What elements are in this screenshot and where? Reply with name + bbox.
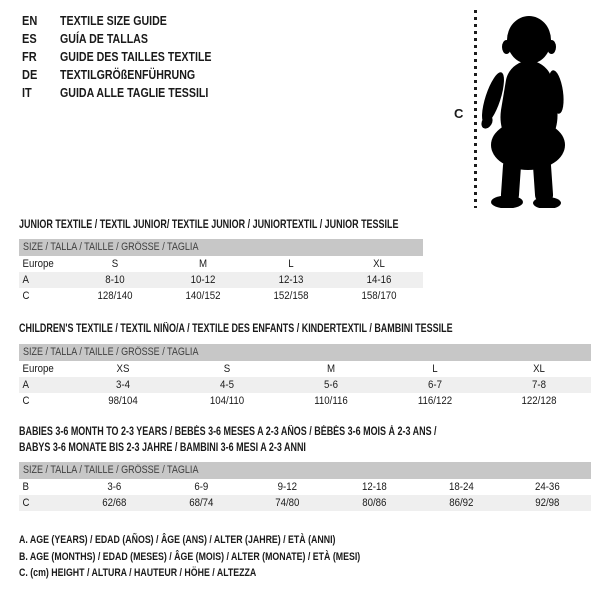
cell-value: XL — [373, 258, 385, 270]
cell-value: 68/74 — [188, 497, 214, 509]
size-header-text: SIZE / TALLA / TAILLE / GRÖSSE / TAGLIA — [23, 346, 199, 358]
table-title-text: BABIES 3-6 MONTH TO 2-3 YEARS / BEBÉS 3-6 MESES A 2-3 AÑOS / BÉBÉS 3-6 MOIS À 2-3 ANS / — [19, 426, 437, 438]
baby-silhouette-icon — [480, 10, 572, 208]
table-row — [19, 377, 591, 393]
row-label: Europe — [22, 258, 54, 270]
table-row — [19, 272, 423, 288]
cell-value: 104/110 — [209, 395, 245, 407]
language-row — [22, 30, 238, 48]
measurement-legend — [19, 532, 446, 582]
legend-line — [19, 565, 446, 582]
legend-line-text: B. AGE (MONTHS) / EDAD (MESES) / ÂGE (MOIS) / ALTER (MONATE) / ETÀ (MESI) — [19, 550, 361, 563]
table-title — [19, 424, 591, 440]
table-row — [19, 495, 591, 511]
cell-value: 98/104 — [108, 395, 138, 407]
table-title-text: JUNIOR TEXTILE / TEXTIL JUNIOR/ TEXTILE JUNIOR / JUNIORTEXTIL / JUNIOR TESSILE — [19, 219, 399, 231]
cell-value: 110/116 — [314, 395, 348, 407]
language-title-list — [22, 12, 238, 102]
language-title: GUÍA DE TALLAS — [60, 32, 148, 46]
table-row — [19, 256, 423, 272]
table-title — [19, 321, 591, 337]
size-table-section — [19, 424, 591, 511]
table-row — [19, 393, 591, 409]
cell-value: S — [223, 363, 231, 375]
height-measure-dotted-line — [474, 10, 477, 208]
table-title-text: BABYS 3-6 MONATE BIS 2-3 JAHRE / BAMBINI 3-6 MESI A 2-3 ANNI — [19, 442, 306, 454]
cell-value: 152/158 — [273, 290, 309, 302]
row-label: Europe — [22, 363, 54, 375]
cell-value: XL — [533, 363, 545, 375]
size-header-bar — [19, 462, 591, 479]
cell-value: L — [288, 258, 294, 270]
cell-value: 10-12 — [190, 274, 216, 286]
cell-value: 6-9 — [193, 481, 208, 493]
language-code: FR — [22, 50, 37, 64]
legend-line-text: A. AGE (YEARS) / EDAD (AÑOS) / ÂGE (ANS) / ALTER (JAHRE) / ETÀ (ANNI) — [19, 534, 336, 546]
row-label: A — [22, 379, 29, 391]
cell-value: 80/86 — [362, 497, 387, 509]
table-title — [19, 217, 505, 233]
cell-value: XS — [116, 363, 130, 375]
cell-value: 116/122 — [417, 395, 453, 407]
cell-value: 18-24 — [448, 481, 474, 493]
cell-value: 158/170 — [361, 290, 397, 302]
row-label: B — [22, 481, 29, 493]
cell-value: 6-7 — [428, 379, 442, 391]
cell-value: 74/80 — [275, 497, 300, 509]
cell-value: 9-12 — [277, 481, 298, 493]
legend-line — [19, 549, 446, 566]
cell-value: M — [198, 258, 208, 270]
language-row — [22, 12, 238, 30]
size-header-bar — [19, 344, 591, 361]
table-row — [19, 288, 423, 304]
language-title: TEXTILE SIZE GUIDE — [60, 14, 167, 28]
row-label: C — [22, 290, 30, 302]
row-label: C — [22, 497, 30, 509]
cell-value: 14-16 — [366, 274, 392, 286]
language-row — [22, 48, 238, 66]
height-measure-label: C — [454, 106, 464, 121]
size-table-section — [19, 217, 505, 304]
language-code: DE — [22, 68, 38, 82]
cell-value: 12-13 — [278, 274, 304, 286]
size-header-text: SIZE / TALLA / TAILLE / GRÖSSE / TAGLIA — [23, 241, 199, 253]
cell-value: 128/140 — [97, 290, 133, 302]
cell-value: 5-6 — [324, 379, 338, 391]
cell-value: L — [432, 363, 438, 375]
language-row — [22, 66, 238, 84]
language-title: TEXTILGRÖßENFÜHRUNG — [60, 68, 196, 82]
language-title: GUIDE DES TAILLES TEXTILE — [60, 50, 212, 64]
language-code: IT — [22, 86, 32, 100]
size-table — [19, 462, 591, 511]
cell-value: 62/68 — [102, 497, 127, 509]
cell-value: 12-18 — [361, 481, 387, 493]
cell-value: 8-10 — [105, 274, 125, 286]
language-row — [22, 84, 238, 102]
legend-line-text: C. (cm) HEIGHT / ALTURA / HAUTEUR / HÖHE / ALTEZZA — [19, 567, 257, 579]
cell-value: 4-5 — [220, 379, 234, 391]
cell-value: M — [326, 363, 336, 375]
cell-value: 122/128 — [521, 395, 557, 407]
row-label: A — [22, 274, 29, 286]
size-header-bar — [19, 239, 423, 256]
size-table — [19, 239, 423, 304]
legend-line — [19, 532, 446, 549]
cell-value: 3-6 — [107, 481, 122, 493]
table-row — [19, 361, 591, 377]
cell-value: 7-8 — [532, 379, 546, 391]
size-table — [19, 344, 591, 409]
size-header-text: SIZE / TALLA / TAILLE / GRÖSSE / TAGLIA — [23, 464, 199, 476]
table-row — [19, 479, 591, 495]
table-title — [19, 440, 591, 456]
size-table-section — [19, 321, 591, 409]
baby-height-figure — [450, 8, 595, 208]
language-code: ES — [22, 32, 37, 46]
cell-value: 24-36 — [535, 481, 561, 493]
cell-value: S — [111, 258, 119, 270]
language-code: EN — [22, 14, 38, 28]
cell-value: 3-4 — [116, 379, 130, 391]
cell-value: 86/92 — [448, 497, 474, 509]
table-title-text: CHILDREN'S TEXTILE / TEXTIL NIÑO/A / TEXTILE DES ENFANTS / KINDERTEXTIL / BAMBINI TESSILE — [19, 323, 453, 335]
row-label: C — [22, 395, 30, 407]
cell-value: 140/152 — [185, 290, 221, 302]
cell-value: 92/98 — [535, 497, 560, 509]
language-title: GUIDA ALLE TAGLIE TESSILI — [60, 86, 209, 100]
